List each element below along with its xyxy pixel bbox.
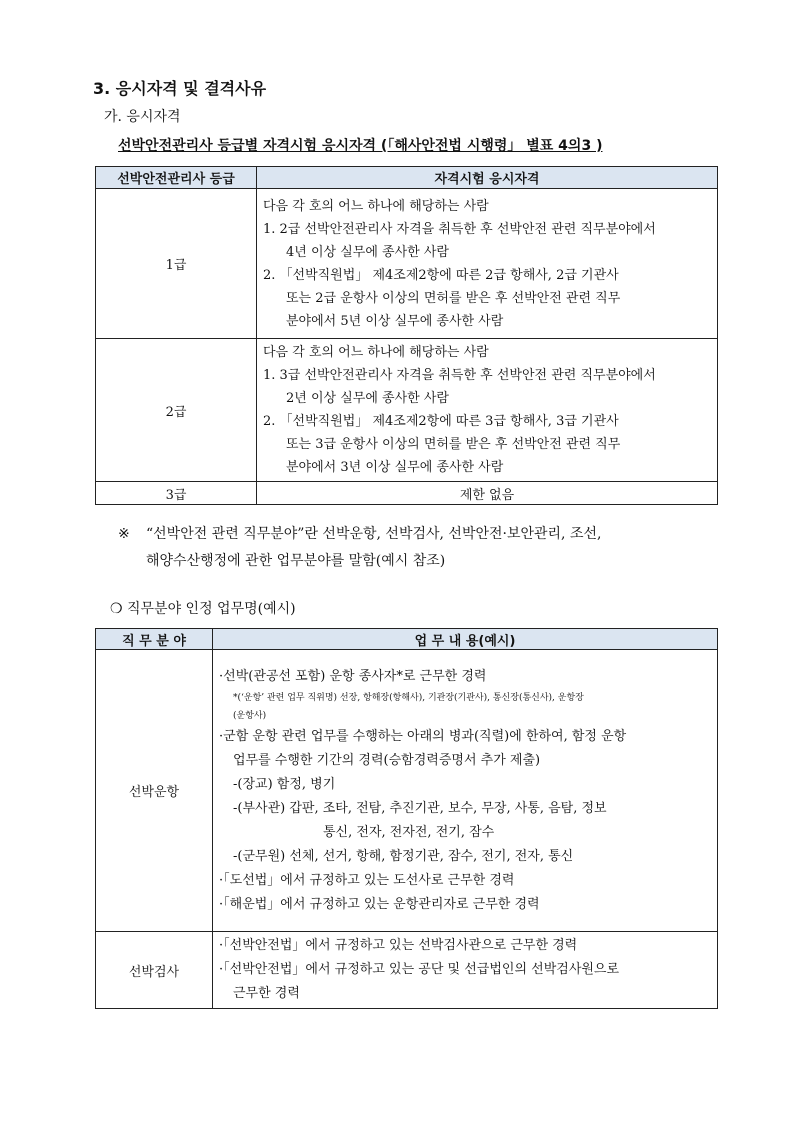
qualification-cell: 제한 없음	[257, 482, 718, 505]
content-line: -(장교) 함정, 병기	[233, 776, 336, 792]
content-line: ·「선박안전법」에서 규정하고 있는 공단 및 선급법인의 선박검사원으로	[219, 962, 620, 977]
qualification-cell	[257, 339, 718, 482]
qual-line: 1. 2급 선박안전관리사 자격을 취득한 후 선박안전 관련 직무분야에서	[263, 221, 656, 237]
table-row	[96, 482, 718, 505]
qual-line: 다음 각 호의 어느 하나에 해당하는 사람	[263, 198, 489, 214]
qualification-table	[95, 166, 718, 505]
content-line: ·군함 운항 관련 업무를 수행하는 아래의 병과(직렬)에 한하여, 함정 운항	[219, 728, 627, 744]
qual-line: 2. 「선박직원법」 제4조제2항에 따른 2급 항해사, 2급 기관사	[263, 267, 619, 283]
grade-cell: 3급	[96, 482, 257, 505]
qual-line: 다음 각 호의 어느 하나에 해당하는 사람	[263, 345, 489, 360]
qual-line: 4년 이상 실무에 종사한 사람	[286, 244, 449, 260]
qual-line: 2년 이상 실무에 종사한 사람	[286, 391, 449, 406]
note	[118, 521, 718, 575]
content-cell	[213, 650, 718, 932]
table1-caption: 선박안전관리사 등급별 자격시험 응시자격 (「해사안전법 시행령」 별표 4의3 )	[118, 138, 603, 154]
content-line: 근무한 경력	[233, 986, 300, 1001]
qual-line: 1. 3급 선박안전관리사 자격을 취득한 후 선박안전 관련 직무분야에서	[263, 368, 656, 383]
content-footnote: *(‘운항’ 관련 업무 직위명) 선장, 항해장(항해사), 기관장(기관사), 통신장(통신사), 운항장	[233, 692, 584, 703]
content-line: 통신, 전자, 전자전, 전기, 잠수	[323, 824, 495, 840]
table-row	[96, 189, 718, 339]
content-line: -(부사관) 갑판, 조타, 전탐, 추진기관, 보수, 무장, 사통, 음탐, 정보	[233, 800, 607, 816]
header-qualification: 자격시험 응시자격	[257, 167, 718, 189]
table-row	[96, 339, 718, 482]
content-line: -(군무원) 선체, 선거, 항해, 함정기관, 잠수, 전기, 전자, 통신	[233, 848, 574, 864]
content-line: 업무를 수행한 기간의 경력(승함경력증명서 추가 제출)	[233, 752, 541, 768]
content-line: ·선박(관공선 포함) 운항 종사자*로 근무한 경력	[219, 668, 487, 684]
header-content: 업 무 내 용(예시)	[213, 629, 718, 650]
header-grade: 선박안전관리사 등급	[96, 167, 257, 189]
subsection-title: 가. 응시자격	[104, 109, 181, 125]
content-cell	[213, 932, 718, 1009]
field-cell: 선박운항	[96, 650, 213, 932]
qual-line: 또는 3급 운항사 이상의 면허를 받은 후 선박안전 관련 직무	[286, 437, 621, 452]
section-title: 3. 응시자격 및 결격사유	[93, 79, 267, 98]
grade-cell: 2급	[96, 339, 257, 482]
table-row	[96, 932, 718, 1009]
content-line: ·「선박안전법」에서 규정하고 있는 선박검사관으로 근무한 경력	[219, 938, 578, 953]
content-line: ·「해운법」에서 규정하고 있는 운항관리자로 근무한 경력	[219, 896, 540, 912]
header-field: 직 무 분 야	[96, 629, 213, 650]
qualification-cell	[257, 189, 718, 339]
note-mark: ※	[118, 526, 130, 542]
note-line: “선박안전 관련 직무분야”란 선박운항, 선박검사, 선박안전·보안관리, 조선,	[146, 526, 602, 542]
note-line: 해양수산행정에 관한 업무분야를 말함(예시 참조)	[146, 553, 446, 569]
field-cell: 선박검사	[96, 932, 213, 1009]
qual-line: 또는 2급 운항사 이상의 면허를 받은 후 선박안전 관련 직무	[286, 290, 621, 306]
job-field-table	[95, 628, 718, 1009]
table-row	[96, 650, 718, 932]
content-line: ·「도선법」에서 규정하고 있는 도선사로 근무한 경력	[219, 872, 515, 888]
content-footnote: (운항사)	[233, 710, 267, 721]
list-title: ❍ 직무분야 인정 업무명(예시)	[110, 601, 296, 617]
qual-line: 분야에서 3년 이상 실무에 종사한 사람	[286, 460, 504, 475]
qual-line: 분야에서 5년 이상 실무에 종사한 사람	[286, 313, 504, 329]
qual-line: 2. 「선박직원법」 제4조제2항에 따른 3급 항해사, 3급 기관사	[263, 414, 619, 429]
grade-cell: 1급	[96, 189, 257, 339]
